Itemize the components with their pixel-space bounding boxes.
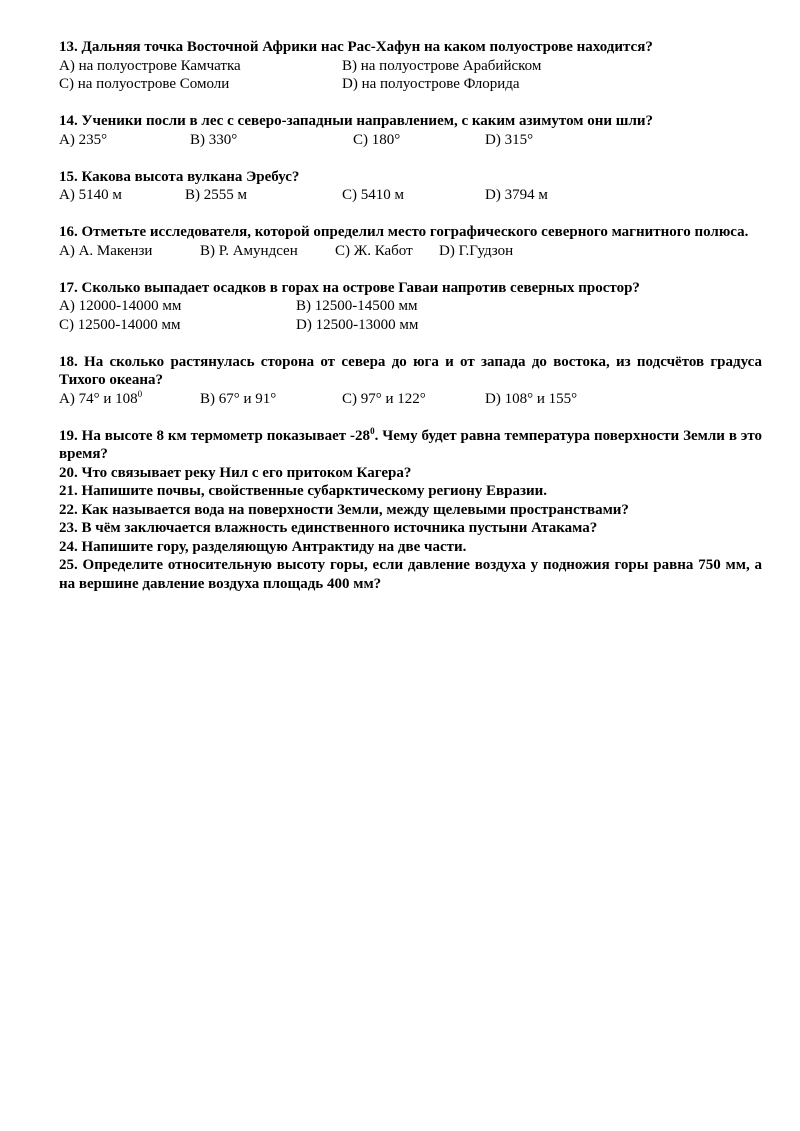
question-19-text [59,427,762,464]
answer-c: C) на полуострове Сомоли [59,76,230,92]
answer-b: B) 12500-14500 мм [296,298,418,314]
answer-row [59,242,762,261]
answer-c: C) Ж. Кабот [335,242,413,259]
question-16-text: 16. Отметьте исследователя, которой определил место гографического северного магнитного полюса. [59,224,749,240]
question-20-text: 20. Что связывает реку Нил с его притоком Кагера? [59,464,412,481]
answer-d: D) 3794 м [485,187,548,203]
answer-a: A) 235° [59,131,108,148]
answer-a: A) 12000-14000 мм [59,298,182,314]
answer-d: D) 12500-13000 мм [296,316,419,333]
answer-d: D) 315° [485,131,534,148]
answer-row [59,297,762,316]
degree-superscript: 0 [370,425,375,436]
answer-b: B) на полуострове Арабийском [342,57,542,74]
question-25-text: 25. Определите относительную высоту горы, если давление воздуха у подножия горы равна 750 мм, а на вершине давление воздуха площадь 400 мм? [59,557,762,592]
answer-d: D) 108° и 155° [485,390,578,407]
question-15-text: 15. Какова высота вулкана Эребус? [59,168,300,185]
question-18-text: 18. На сколько растянулась сторона от севера до юга и от запада до востока, из подсчётов градуса Тихого океана? [59,353,762,388]
question-15 [59,168,762,205]
question-17 [59,279,762,335]
answer-a: A) А. Макензи [59,242,153,259]
answer-row [59,316,762,335]
answer-row [59,131,762,150]
answer-d: D) на полуострове Флорида [342,76,520,92]
question-18 [59,353,762,409]
question-13 [59,38,762,94]
question-19-part-1: 19. На высоте 8 км термометр показывает -28 [59,427,371,444]
answer-b: B) 330° [190,131,238,148]
question-22-text: 22. Как называется вода на поверхности Земли, между щелевыми пространствами? [59,501,629,518]
question-24-text: 24. Напишите гору, разделяющую Антрактиду на две части. [59,538,467,555]
answer-d: D) Г.Гудзон [439,242,514,259]
question-16 [59,223,762,260]
answer-a: A) на полуострове Камчатка [59,57,241,74]
answer-a [59,390,142,409]
question-17-text: 17. Сколько выпадает осадков в горах на острове Гаваи напротив северных простор? [59,279,640,296]
answer-b: B) 67° и 91° [200,390,277,407]
question-13-text: 13. Дальняя точка Восточной Африки нас Рас-Хафун на каком полуострове находится? [59,39,653,55]
answer-row [59,57,762,76]
answer-b: B) 2555 м [185,187,247,203]
answer-c: C) 97° и 122° [342,390,426,407]
test-page [59,38,762,593]
degree-superscript: 0 [137,388,143,399]
question-19-part-2: . Чему будет равна температура поверхности Земли в это время? [59,427,762,462]
question-23-text: 23. В чём заключается влажность единственного источника пустыни Атакама? [59,520,598,536]
answer-row [59,390,762,409]
answer-b: B) Р. Амундсен [200,242,298,259]
answer-a: A) 5140 м [59,187,122,203]
answer-c: C) 180° [353,131,401,148]
answer-row [59,75,762,94]
answer-c: C) 5410 м [342,187,404,203]
open-questions [59,427,762,594]
answer-a-main: A) 74° и 108 [59,390,138,407]
answer-row [59,186,762,205]
question-21-text: 21. Напишите почвы, свойственные субарктическому региону Евразии. [59,483,548,499]
answer-c: C) 12500-14000 мм [59,316,181,333]
question-14 [59,112,762,149]
question-14-text: 14. Ученики посли в лес с северо-западныи направлением, с каким азимутом они шли? [59,113,654,129]
